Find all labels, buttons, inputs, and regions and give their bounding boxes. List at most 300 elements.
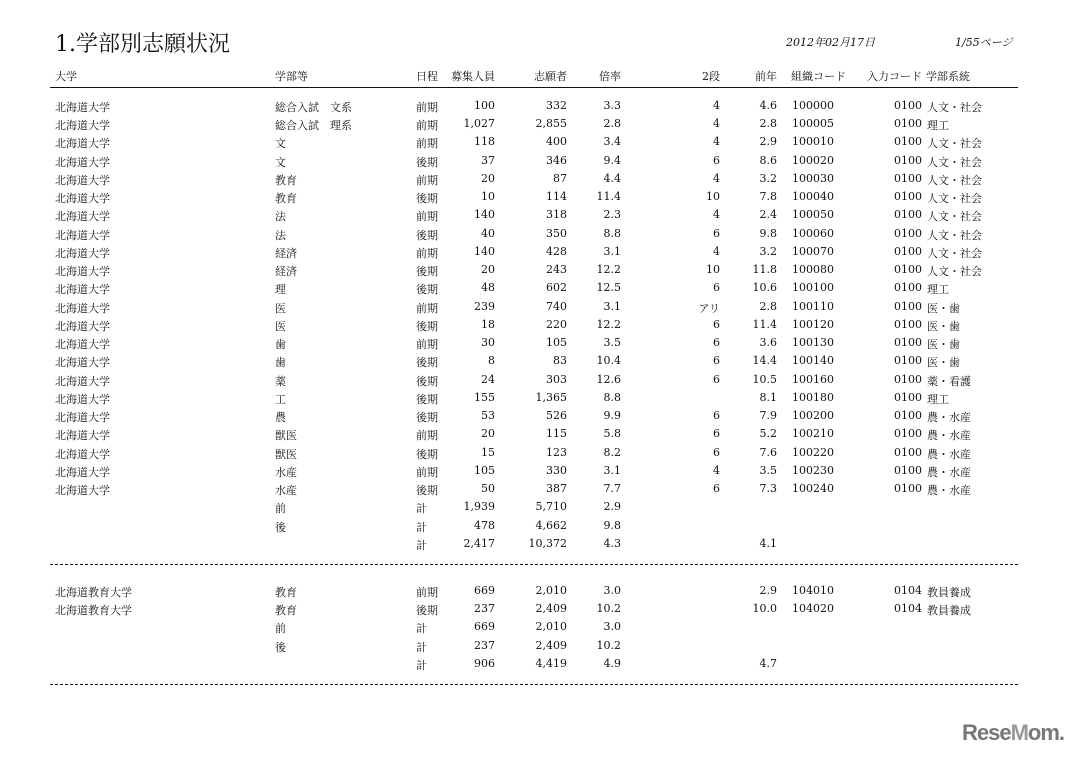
cell-faculty: 総合入試 文系 [275,101,352,114]
cell-input-code: 0100 [894,281,922,295]
cell-org-code: 100220 [792,445,834,459]
cell-faculty: 後 [275,520,286,534]
cell-field: 人文・社会 [927,210,982,224]
cell-org-code: 100120 [792,317,834,331]
cell-schedule: 前期 [416,119,438,133]
cell-two-stage: 4 [713,208,720,222]
resemom-logo: ReseMom. [962,720,1065,745]
cell-quota: 1,939 [463,500,495,514]
cell-faculty: 獣医 [275,429,297,443]
cell-quota: 2,417 [463,536,495,550]
cell-field: 人文・社会 [927,155,982,169]
cell-org-code: 100060 [792,226,834,240]
table-row [0,354,1073,372]
cell-faculty: 教育 [275,604,297,618]
cell-applicants: 330 [546,463,567,477]
cell-prev-year: 5.2 [759,427,777,441]
cell-field: 理工 [927,283,949,297]
cell-prev-year: 4.1 [759,536,777,550]
cell-university: 北海道大学 [55,319,110,333]
cell-quota: 237 [474,602,495,616]
subtotal-row [0,620,1073,638]
cell-schedule: 後期 [416,283,438,297]
cell-ratio: 12.6 [596,372,621,386]
cell-prev-year: 10.0 [752,602,777,616]
cell-ratio: 2.8 [603,117,621,131]
cell-quota: 906 [474,656,495,670]
cell-input-code: 0104 [894,602,922,616]
cell-schedule: 計 [416,538,427,552]
column-header-ratio: 倍率 [599,70,621,83]
cell-input-code: 0100 [894,190,922,204]
column-header-org-code: 組織コード [791,70,846,83]
table-row [0,135,1073,153]
cell-input-code: 0100 [894,445,922,459]
cell-field: 人文・社会 [927,101,982,114]
cell-faculty: 歯 [275,356,286,370]
cell-applicants: 114 [546,190,567,204]
cell-quota: 15 [481,445,495,459]
cell-field: 人文・社会 [927,246,982,260]
cell-prev-year: 10.5 [752,372,777,386]
report-date: 2012年02月17日 [786,36,875,49]
cell-faculty: 文 [275,137,286,151]
cell-applicants: 243 [546,263,567,277]
cell-quota: 20 [481,263,495,277]
cell-field: 教員養成 [927,604,971,618]
header-rule [50,87,1018,88]
cell-schedule: 前期 [416,101,438,114]
subtotal-row [0,537,1073,555]
cell-schedule: 前期 [416,301,438,315]
cell-schedule: 前期 [416,210,438,224]
cell-field: 人文・社会 [927,192,982,206]
table-row [0,99,1073,117]
table-row [0,373,1073,391]
table-row [0,409,1073,427]
cell-applicants: 332 [546,99,567,112]
cell-prev-year: 2.4 [759,208,777,222]
column-header-faculty: 学部等 [275,70,308,83]
column-header-university: 大学 [55,70,77,83]
cell-org-code: 100200 [792,409,834,423]
cell-schedule: 前期 [416,465,438,479]
column-header-applicants: 志願者 [534,70,567,83]
cell-applicants: 2,855 [535,117,567,131]
cell-applicants: 2,010 [535,620,567,634]
cell-org-code: 100210 [792,427,834,441]
cell-faculty: 獣医 [275,447,297,461]
cell-input-code: 0104 [894,584,922,597]
table-row [0,391,1073,409]
cell-quota: 669 [474,620,495,634]
cell-faculty: 経済 [275,265,297,279]
cell-field: 医・歯 [927,338,960,352]
cell-field: 理工 [927,392,949,406]
cell-faculty: 工 [275,392,286,406]
cell-quota: 18 [481,317,495,331]
cell-quota: 40 [481,226,495,240]
cell-university: 北海道教育大学 [55,604,132,618]
table-row [0,336,1073,354]
cell-input-code: 0100 [894,208,922,222]
cell-quota: 478 [474,518,495,532]
cell-input-code: 0100 [894,226,922,240]
cell-prev-year: 11.4 [752,317,777,331]
cell-applicants: 220 [546,317,567,331]
cell-faculty: 法 [275,210,286,224]
cell-applicants: 4,662 [535,518,567,532]
cell-faculty: 水産 [275,484,297,498]
cell-quota: 20 [481,171,495,185]
cell-input-code: 0100 [894,153,922,167]
cell-university: 北海道大学 [55,228,110,242]
table-row [0,154,1073,172]
cell-org-code: 100010 [792,135,834,149]
cell-prev-year: 3.2 [759,244,777,258]
cell-input-code: 0100 [894,171,922,185]
cell-applicants: 740 [546,299,567,313]
cell-faculty: 教育 [275,586,297,599]
cell-prev-year: 7.8 [759,190,777,204]
cell-applicants: 602 [546,281,567,295]
column-header-prev-year: 前年 [755,70,777,83]
cell-ratio: 3.4 [603,135,621,149]
cell-schedule: 後期 [416,356,438,370]
cell-field: 薬・看護 [927,374,971,388]
cell-university: 北海道大学 [55,356,110,370]
cell-ratio: 5.8 [603,427,621,441]
cell-two-stage: 6 [713,409,720,423]
cell-input-code: 0100 [894,336,922,350]
cell-quota: 1,027 [463,117,495,131]
cell-input-code: 0100 [894,317,922,331]
cell-schedule: 後期 [416,484,438,498]
cell-ratio: 8.2 [603,445,621,459]
cell-ratio: 2.9 [603,500,621,514]
cell-prev-year: 3.5 [759,463,777,477]
cell-org-code: 100070 [792,244,834,258]
cell-input-code: 0100 [894,390,922,404]
block-separator [50,564,1018,565]
cell-quota: 37 [481,153,495,167]
cell-ratio: 3.0 [603,584,621,597]
column-header-input-code: 入力コード [867,70,922,83]
cell-schedule: 後期 [416,374,438,388]
cell-two-stage: 4 [713,463,720,477]
cell-field: 農・水産 [927,465,971,479]
subtotal-row [0,639,1073,657]
cell-input-code: 0100 [894,372,922,386]
cell-ratio: 3.5 [603,336,621,350]
cell-quota: 10 [481,190,495,204]
cell-schedule: 計 [416,640,427,654]
cell-prev-year: 4.6 [759,99,777,112]
cell-field: 人文・社会 [927,265,982,279]
cell-field: 人文・社会 [927,137,982,151]
cell-quota: 140 [474,208,495,222]
cell-prev-year: 8.6 [759,153,777,167]
cell-applicants: 400 [546,135,567,149]
cell-field: 人文・社会 [927,173,982,187]
cell-org-code: 104020 [792,602,834,616]
cell-ratio: 8.8 [603,226,621,240]
cell-input-code: 0100 [894,244,922,258]
page-title: 1.学部別志願状況 [55,32,230,57]
cell-ratio: 12.2 [596,263,621,277]
cell-ratio: 9.8 [603,518,621,532]
cell-schedule: 計 [416,520,427,534]
cell-two-stage: 6 [713,281,720,295]
cell-field: 教員養成 [927,586,971,599]
column-header-field: 学部系統 [926,70,970,83]
cell-field: 医・歯 [927,319,960,333]
cell-ratio: 3.0 [603,620,621,634]
cell-prev-year: 2.9 [759,584,777,597]
cell-faculty: 教育 [275,173,297,187]
cell-faculty: 後 [275,640,286,654]
cell-prev-year: 3.2 [759,171,777,185]
cell-input-code: 0100 [894,354,922,368]
cell-ratio: 10.4 [596,354,621,368]
cell-university: 北海道大学 [55,374,110,388]
cell-two-stage: 10 [706,263,720,277]
cell-schedule: 計 [416,502,427,516]
cell-prev-year: 7.9 [759,409,777,423]
cell-faculty: 医 [275,319,286,333]
cell-applicants: 318 [546,208,567,222]
cell-schedule: 後期 [416,155,438,169]
cell-faculty: 文 [275,155,286,169]
block-separator [50,684,1018,685]
cell-applicants: 350 [546,226,567,240]
cell-university: 北海道大学 [55,265,110,279]
cell-field: 農・水産 [927,484,971,498]
table-row [0,227,1073,245]
cell-faculty: 理 [275,283,286,297]
cell-prev-year: 2.8 [759,117,777,131]
cell-schedule: 後期 [416,392,438,406]
cell-prev-year: 3.6 [759,336,777,350]
cell-schedule: 後期 [416,411,438,425]
cell-input-code: 0100 [894,117,922,131]
cell-org-code: 100050 [792,208,834,222]
subtotal-row [0,657,1073,675]
cell-applicants: 428 [546,244,567,258]
cell-prev-year: 10.6 [752,281,777,295]
cell-university: 北海道教育大学 [55,586,132,599]
table-row [0,263,1073,281]
cell-prev-year: 4.7 [759,656,777,670]
cell-faculty: 前 [275,502,286,516]
table-row [0,300,1073,318]
cell-ratio: 4.9 [603,656,621,670]
cell-input-code: 0100 [894,135,922,149]
cell-org-code: 100140 [792,354,834,368]
cell-ratio: 12.2 [596,317,621,331]
cell-quota: 53 [481,409,495,423]
table-row [0,446,1073,464]
cell-schedule: 計 [416,658,427,672]
cell-ratio: 3.3 [603,99,621,112]
cell-schedule: 前期 [416,137,438,151]
cell-two-stage: 4 [713,171,720,185]
cell-prev-year: 7.6 [759,445,777,459]
cell-field: 医・歯 [927,301,960,315]
cell-ratio: 3.1 [603,299,621,313]
table-row [0,117,1073,135]
cell-applicants: 2,409 [535,602,567,616]
cell-applicants: 4,419 [535,656,567,670]
table-row [0,190,1073,208]
cell-org-code: 100180 [792,390,834,404]
cell-schedule: 前期 [416,338,438,352]
cell-two-stage: 6 [713,226,720,240]
cell-input-code: 0100 [894,482,922,496]
cell-two-stage: 6 [713,445,720,459]
cell-university: 北海道大学 [55,429,110,443]
table-row [0,427,1073,445]
table-row [0,464,1073,482]
cell-org-code: 100160 [792,372,834,386]
table-row [0,208,1073,226]
cell-applicants: 123 [546,445,567,459]
cell-ratio: 8.8 [603,390,621,404]
cell-quota: 140 [474,244,495,258]
table-row [0,584,1073,602]
cell-prev-year: 11.8 [752,263,777,277]
cell-university: 北海道大学 [55,137,110,151]
cell-quota: 8 [488,354,495,368]
cell-two-stage: 4 [713,99,720,112]
cell-faculty: 法 [275,228,286,242]
cell-university: 北海道大学 [55,173,110,187]
cell-quota: 105 [474,463,495,477]
table-row [0,172,1073,190]
subtotal-row [0,519,1073,537]
cell-applicants: 83 [553,354,567,368]
cell-input-code: 0100 [894,463,922,477]
cell-prev-year: 9.8 [759,226,777,240]
cell-schedule: 後期 [416,319,438,333]
cell-university: 北海道大学 [55,192,110,206]
cell-ratio: 3.1 [603,463,621,477]
cell-university: 北海道大学 [55,392,110,406]
cell-org-code: 100110 [792,299,834,313]
cell-quota: 669 [474,584,495,597]
cell-faculty: 前 [275,622,286,636]
cell-two-stage: アリ [698,301,720,315]
cell-applicants: 2,409 [535,638,567,652]
cell-applicants: 5,710 [535,500,567,514]
cell-input-code: 0100 [894,99,922,112]
cell-org-code: 100020 [792,153,834,167]
cell-university: 北海道大学 [55,283,110,297]
cell-applicants: 526 [546,409,567,423]
cell-org-code: 100100 [792,281,834,295]
cell-org-code: 100080 [792,263,834,277]
cell-org-code: 100230 [792,463,834,477]
cell-two-stage: 6 [713,153,720,167]
cell-university: 北海道大学 [55,411,110,425]
cell-faculty: 総合入試 理系 [275,119,352,133]
cell-quota: 30 [481,336,495,350]
cell-two-stage: 6 [713,317,720,331]
cell-two-stage: 6 [713,336,720,350]
cell-field: 農・水産 [927,429,971,443]
cell-prev-year: 2.9 [759,135,777,149]
cell-applicants: 346 [546,153,567,167]
cell-prev-year: 7.3 [759,482,777,496]
cell-quota: 100 [474,99,495,112]
cell-university: 北海道大学 [55,210,110,224]
cell-ratio: 10.2 [596,638,621,652]
table-row [0,281,1073,299]
cell-faculty: 歯 [275,338,286,352]
table-row [0,245,1073,263]
cell-two-stage: 6 [713,372,720,386]
cell-university: 北海道大学 [55,301,110,315]
cell-org-code: 100130 [792,336,834,350]
cell-applicants: 10,372 [528,536,567,550]
cell-ratio: 12.5 [596,281,621,295]
cell-ratio: 9.9 [603,409,621,423]
cell-faculty: 薬 [275,374,286,388]
column-header-quota: 募集人員 [451,70,495,83]
cell-quota: 118 [474,135,495,149]
cell-faculty: 医 [275,301,286,315]
table-row [0,602,1073,620]
page-number: 1/55ページ [955,36,1013,49]
cell-quota: 24 [481,372,495,386]
cell-ratio: 4.3 [603,536,621,550]
cell-schedule: 前期 [416,246,438,260]
cell-schedule: 前期 [416,173,438,187]
cell-university: 北海道大学 [55,484,110,498]
cell-ratio: 4.4 [603,171,621,185]
cell-quota: 48 [481,281,495,295]
cell-ratio: 2.3 [603,208,621,222]
cell-schedule: 後期 [416,447,438,461]
cell-org-code: 100005 [792,117,834,131]
cell-quota: 50 [481,482,495,496]
cell-faculty: 経済 [275,246,297,260]
cell-applicants: 2,010 [535,584,567,597]
cell-university: 北海道大学 [55,338,110,352]
cell-faculty: 水産 [275,465,297,479]
cell-org-code: 100240 [792,482,834,496]
cell-applicants: 1,365 [535,390,567,404]
cell-quota: 20 [481,427,495,441]
cell-faculty: 教育 [275,192,297,206]
cell-schedule: 後期 [416,265,438,279]
cell-two-stage: 4 [713,244,720,258]
cell-applicants: 303 [546,372,567,386]
cell-ratio: 7.7 [603,482,621,496]
cell-input-code: 0100 [894,299,922,313]
cell-schedule: 前期 [416,429,438,443]
cell-two-stage: 6 [713,354,720,368]
cell-two-stage: 4 [713,117,720,131]
cell-input-code: 0100 [894,409,922,423]
cell-university: 北海道大学 [55,119,110,133]
cell-field: 理工 [927,119,949,133]
table-row [0,482,1073,500]
cell-two-stage: 10 [706,190,720,204]
cell-field: 農・水産 [927,447,971,461]
cell-prev-year: 14.4 [752,354,777,368]
column-header-schedule: 日程 [416,70,438,83]
